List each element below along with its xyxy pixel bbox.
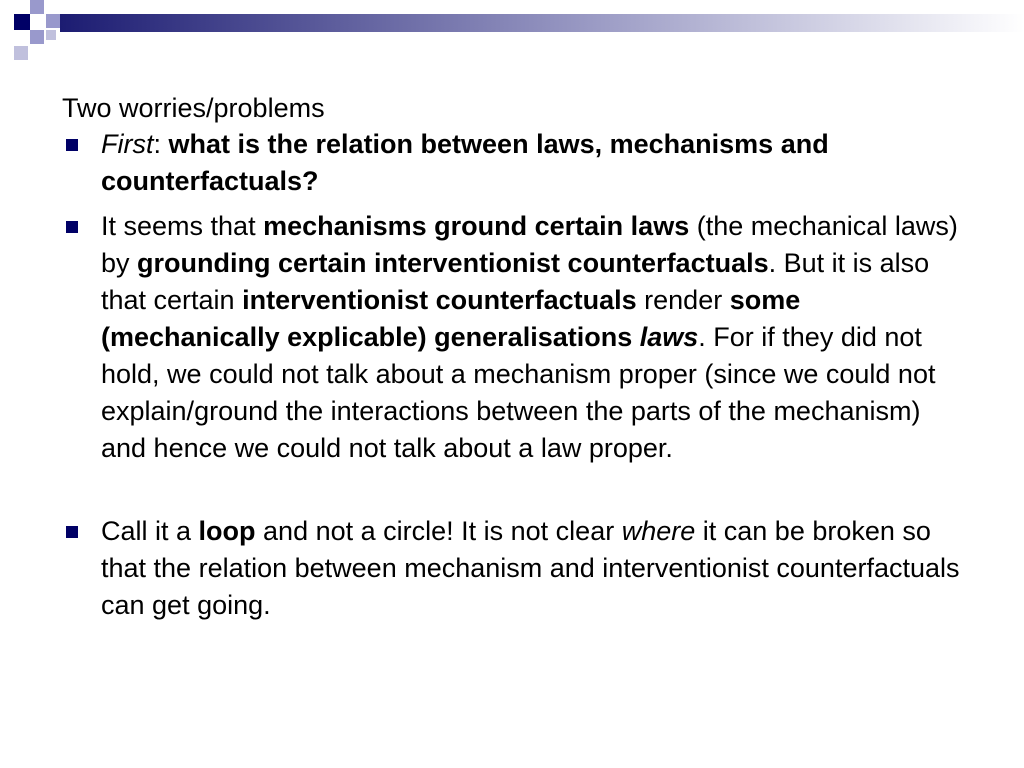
deco-square: [14, 46, 28, 60]
bold-italic-span: laws: [639, 322, 699, 352]
bullet-loop: [62, 513, 962, 624]
bullet-first-question: [62, 126, 962, 200]
text-span: Call it a: [101, 516, 199, 546]
bullet-mechanisms-laws: [62, 208, 962, 467]
bold-span: grounding certain interventionist counterfactuals: [137, 248, 769, 278]
square-bullet-icon: [66, 526, 78, 538]
bold-span: some (mechanically explicable) generalisations: [101, 285, 801, 352]
square-bullet-icon: [66, 139, 78, 151]
header-gradient-bar: [60, 14, 1024, 32]
text-span: render: [636, 285, 730, 315]
deco-square: [14, 14, 30, 30]
header-decoration: [0, 0, 1024, 64]
deco-square: [30, 0, 44, 14]
square-bullet-icon: [66, 221, 78, 233]
slide-intro: Two worries/problems: [62, 93, 325, 123]
first-question-text: what is the relation between laws, mechanisms and counterfactuals?: [101, 129, 829, 196]
text-span: it can be broken so that the relation between mechanism and interventionist counterfactuals can get going.: [101, 516, 960, 620]
text-span: (the mechanical laws) by: [101, 211, 958, 278]
bold-span: loop: [198, 516, 256, 546]
text-span: and not a circle! It is not clear: [255, 516, 622, 546]
text-span: . For if they did not hold, we could not talk about a mechanism proper (since we could not explain/ground the interactions between the parts of the mechanism) and hence we could not talk about a law proper.: [101, 322, 936, 463]
first-colon: :: [153, 129, 169, 159]
slide-body: [62, 90, 962, 624]
text-span: It seems that: [101, 211, 264, 241]
deco-square: [46, 14, 60, 28]
text-span: . But it is also that certain: [101, 248, 930, 315]
bold-span: mechanisms ground certain laws: [263, 211, 690, 241]
deco-square: [46, 30, 56, 40]
bold-span: interventionist counterfactuals: [242, 285, 637, 315]
bullet-list: [62, 126, 962, 624]
italic-span: where: [621, 516, 696, 546]
first-label: First: [101, 129, 154, 159]
deco-square: [30, 30, 44, 44]
